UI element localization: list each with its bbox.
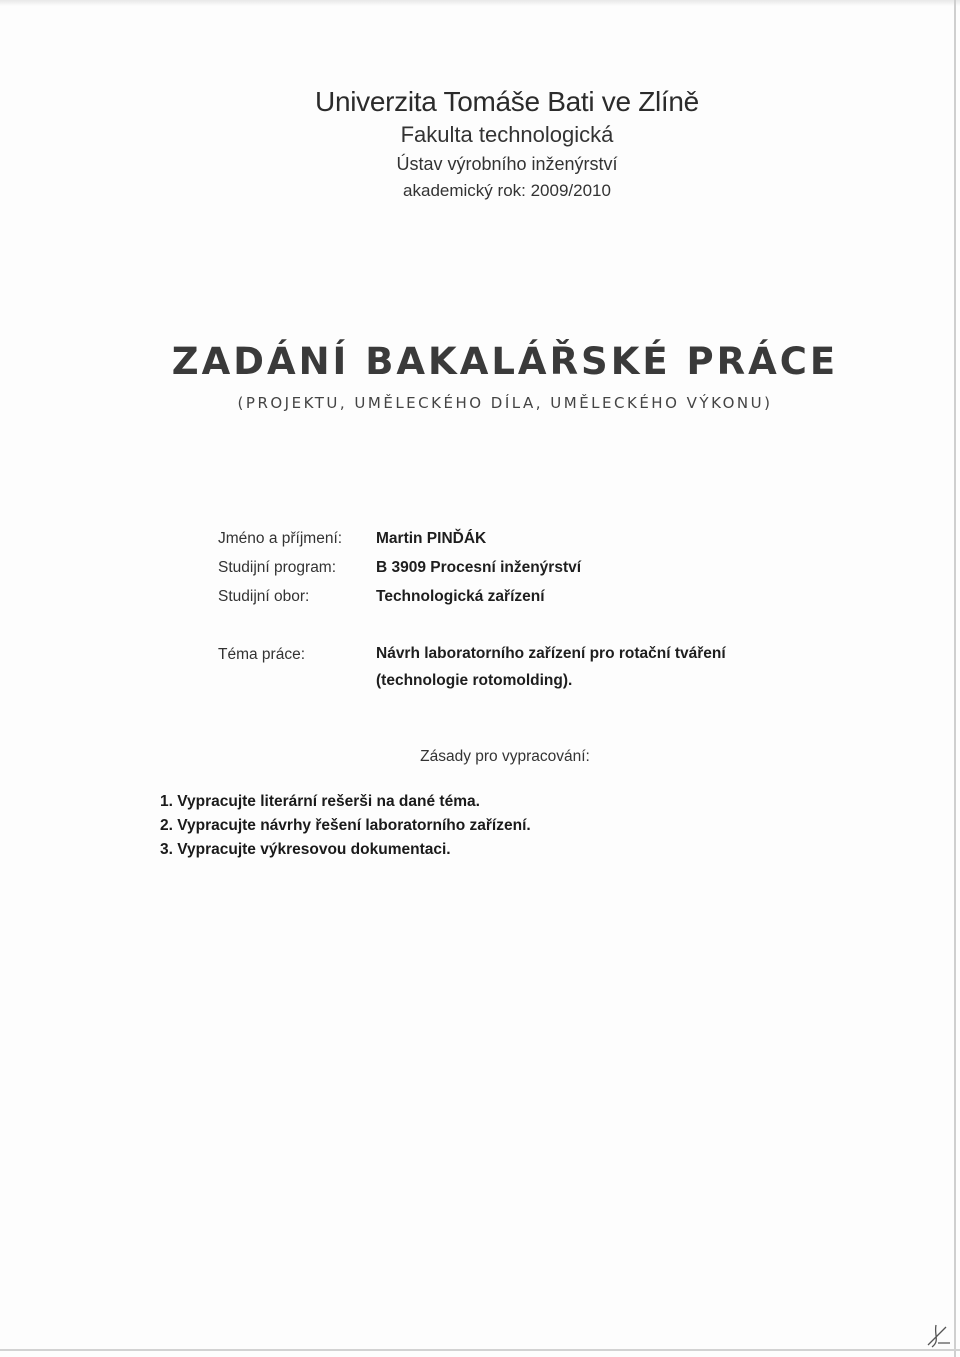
corner-handwritten-mark-icon: [924, 1321, 952, 1349]
university-name: Univerzita Tomáše Bati ve Zlíně: [315, 86, 699, 117]
name-value: Martin PINĎÁK: [376, 530, 487, 547]
field-label: Studijní obor:: [218, 588, 310, 605]
document-subtitle: (PROJEKTU, UMĚLECKÉHO DÍLA, UMĚLECKÉHO VÝKONU): [237, 394, 773, 412]
list-item: 1. Vypracujte literární rešerši na dané téma.: [160, 793, 480, 810]
scan-edge-top: [0, 0, 960, 6]
name-label: Jméno a příjmení:: [218, 530, 343, 547]
topic-label: Téma práce:: [218, 646, 306, 663]
principles-heading: Zásady pro vypracování:: [420, 748, 590, 765]
program-label: Studijní program:: [218, 559, 337, 576]
program-value: B 3909 Procesní inženýrství: [376, 559, 582, 576]
institute-name: Ústav výrobního inženýrství: [396, 154, 618, 174]
academic-year: akademický rok: 2009/2010: [403, 181, 611, 200]
topic-value: Návrh laboratorního zařízení pro rotační tváření (technologie rotomolding).: [376, 645, 726, 689]
scan-edge-bottom: [0, 1349, 960, 1351]
list-item: 3. Vypracujte výkresovou dokumentaci.: [160, 841, 451, 858]
document-title: ZADÁNÍ BAKALÁŘSKÉ PRÁCE: [171, 340, 839, 383]
list-item: 2. Vypracujte návrhy řešení laboratorního zařízení.: [160, 817, 531, 834]
principles-list: [160, 790, 531, 862]
faculty-name: Fakulta technologická: [400, 122, 614, 147]
field-value: Technologická zařízení: [376, 588, 545, 605]
university-header: [0, 84, 960, 204]
